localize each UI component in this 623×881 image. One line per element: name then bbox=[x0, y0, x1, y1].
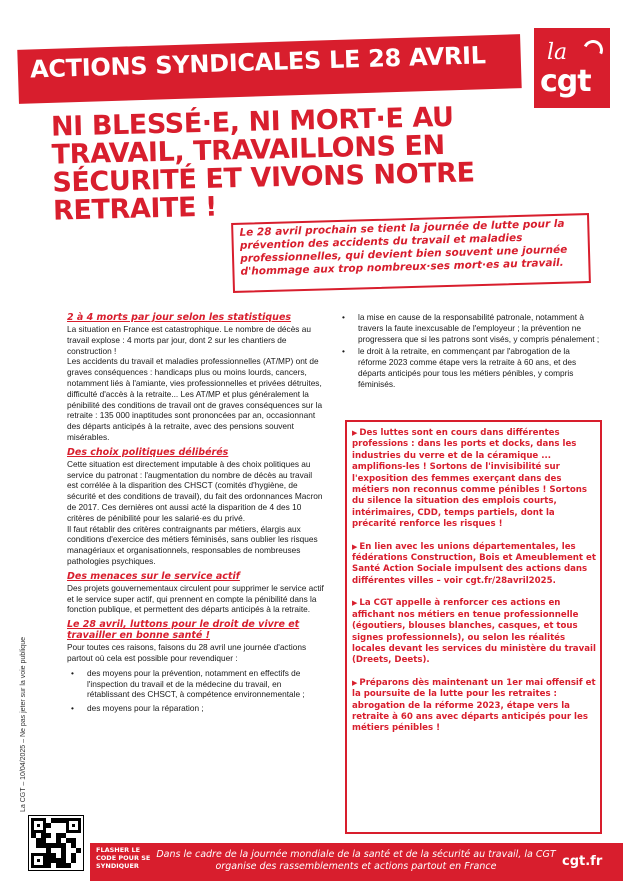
triangle-bullet-icon: ▶ bbox=[352, 599, 358, 608]
qr-finder-icon bbox=[31, 818, 46, 833]
logo-la-text: la bbox=[547, 40, 568, 65]
list-item: • le droit à la retraite, en commençant par l'abrogation de la réforme 2023 comme étape vers la retraite à 60 ans, et des départs anticipés pour tous les métiers pénibles, y compris féminisés. bbox=[338, 346, 600, 389]
qr-finder-icon bbox=[66, 818, 81, 833]
footer-flash-text: FLASHER LE CODE POUR SE SYNDIQUER bbox=[96, 846, 151, 870]
footer-text: Dans le cadre de la journée mondiale de la santé et de la sécurité au travail, la CGT organise des rassemblements et actions partout en France bbox=[156, 849, 556, 872]
triangle-bullet-icon: ▶ bbox=[352, 678, 358, 687]
side-legal-text: La CGT – 10/04/2025 – Ne pas jeter sur la voie publique bbox=[20, 637, 27, 812]
qr-finder-icon bbox=[31, 853, 46, 868]
banner-title: ACTIONS SYNDICALES LE 28 AVRIL bbox=[29, 41, 487, 84]
demands-list-continued bbox=[338, 312, 600, 390]
action-item: ▶ En lien avec les unions départementales, les fédérations Construction, Bois et Ameublement et Santé Action Sociale impulsent des actions dans différentes villes – voir cgt.fr/28avril2025. bbox=[352, 541, 596, 586]
list-item: • la mise en cause de la responsabilité patronale, notamment à travers la faute inexcusable de l'employeur ; la prévention ne progressera que si les patrons sont visés, y compris pénalement ; bbox=[338, 312, 600, 344]
logo-cgt-text: cgt bbox=[540, 64, 591, 99]
list-item: • des moyens pour la prévention, notamment en effectifs de l'inspection du travail et de la médecine du travail, en rétablissant des CHSCT, à compétence environnementale ; bbox=[67, 668, 325, 700]
action-item: ▶ Des luttes sont en cours dans différentes professions : dans les ports et docks, dans les industries du verre et de la céramique ... amplifions-les ! Sortons de l'invisibilité sur l'exposition des femmes exerçant dans des métiers non reconnus comme pénibles ! Sortons du silence la situation des emplois courts, intérimaires, CDD, temps partiels, dont la précarité renforce les risques ! bbox=[352, 428, 587, 530]
footer-url-link[interactable]: cgt.fr bbox=[562, 854, 603, 869]
section-heading-political-choices: Des choix politiques délibérés bbox=[67, 446, 229, 458]
paragraph: Pour toutes ces raisons, faisons du 28 avril une journée d'actions partout où cela est possible pour revendiquer : bbox=[67, 642, 307, 663]
action-item: ▶ La CGT appelle à renforcer ces actions en affichant nos métiers en tenue professionnelle (égoutiers, blouses blanches, casques, et tous signes professionnels), ou selon les réalités locales devant les services du ministère du travail (Dreets, Deets). bbox=[352, 598, 596, 666]
section-heading-statistics: 2 à 4 morts par jour selon les statistiques bbox=[67, 312, 292, 323]
paragraph: Les accidents du travail et maladies professionnelles (AT/MP) ont de graves conséquences : handicaps plus ou moins lourds, cancers, notamment liés à l'amiante, vies professionnelles et privées détruites, difficulté d'accès à la retraite... Les AT/MP et plus généralement la pénibilité des conditions de travail ont de graves conséquences sur la retraite : 135 000 inaptitudes sont prononcées par an, occasionnant des départs anticipés à la retraite, avec des pensions souvent misérables. bbox=[67, 356, 323, 442]
triangle-bullet-icon: ▶ bbox=[352, 542, 358, 551]
right-column bbox=[338, 312, 600, 392]
intro-text: Le 28 avril prochain se tient la journée de lutte pour la prévention des accidents du travail et maladies professionnelles, qui devient bien souvent une journée d'hommage aux trop nombreux·ses mort·es au travail. bbox=[239, 217, 568, 278]
action-item: ▶ Préparons dès maintenant un 1er mai offensif et la poursuite de la lutte pour les retraites : abrogation de la réforme 2023, étape vers la retraite à 60 ans avec départs anticipés pour les métiers pénibles ! bbox=[352, 677, 596, 734]
demands-list bbox=[67, 668, 325, 714]
headline: NI BLESSÉ·E, NI MORT·E AU TRAVAIL, TRAVAILLONS EN SÉCURITÉ ET VIVONS NOTRE RETRAITE ! bbox=[50, 101, 476, 227]
paragraph: Cette situation est directement imputable à des choix politiques au service du patronat : l'augmentation du nombre de décès au travail est corrélée à la disparition des CHSCT (comités d'hygiène, de sécurité et des conditions de travail), du fait des ordonnances Macron de 2017. Ces dernières ont aussi acté la disparition de 4 des 10 critères de pénibilité pour les salarié·es du privé. bbox=[67, 458, 323, 523]
left-column bbox=[67, 308, 325, 717]
actions-list bbox=[352, 428, 596, 746]
paragraph: Des projets gouvernementaux circulent pour supprimer le service actif et le service super actif, qui prennent en compte la pénibilité dans la fonction publique, et permettent des départs anticipés à la retraite. bbox=[67, 582, 324, 615]
section-heading-april-28: Le 28 avril, luttons pour le droit de vivre et travailler en bonne santé ! bbox=[67, 619, 300, 642]
paragraph: La situation en France est catastrophique. Le nombre de décès au travail explose : 4 morts par jour, dont 2 sur les chantiers de construction ! bbox=[67, 324, 311, 356]
list-item: • des moyens pour la réparation ; bbox=[67, 703, 325, 714]
paragraph: Il faut rétablir des critères contraignants par métiers, élargis aux conditions d'exercice des métiers féminisés, sans oublier les risques managériaux et organisationnels, responsables de nombreuses pathologies psychiques. bbox=[67, 523, 318, 566]
section-heading-threats: Des menaces sur le service actif bbox=[67, 570, 240, 582]
triangle-bullet-icon: ▶ bbox=[352, 429, 358, 437]
